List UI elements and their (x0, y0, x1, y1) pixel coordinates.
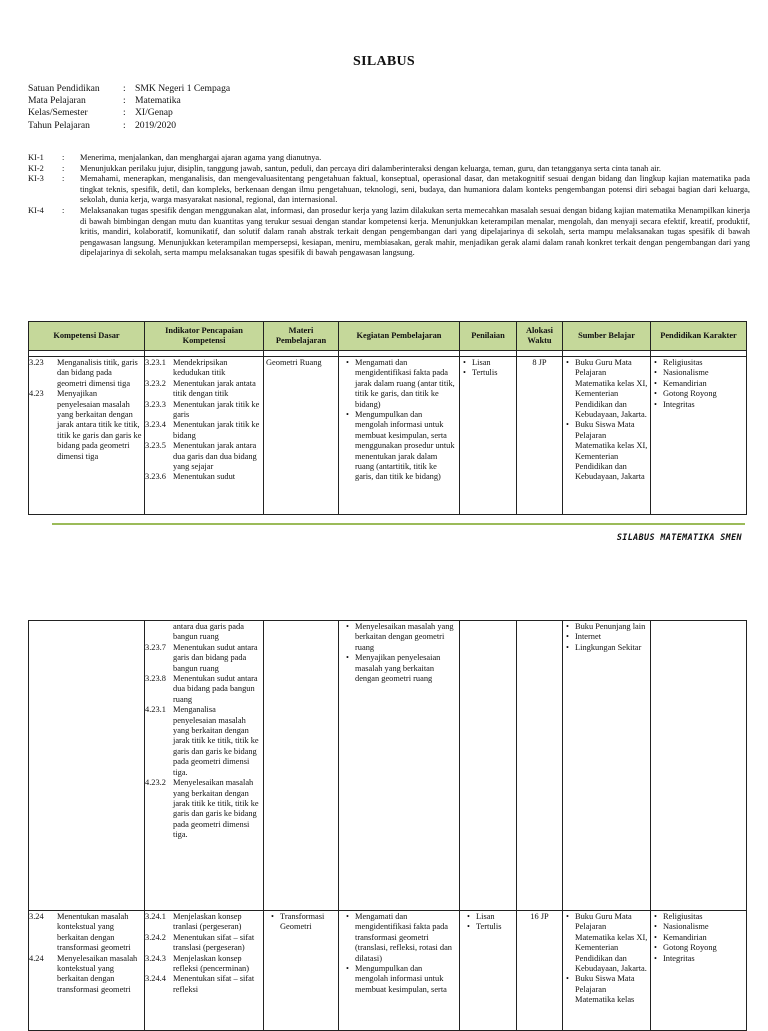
sumber-item: • Buku Guru Mata Pelajaran Matematika kelas XI, Kementerian Pendidikan dan Kebudayaan, Jakarta. (575, 912, 648, 974)
materi-cell (264, 357, 339, 515)
karakter-item: • Nasionalisme (663, 922, 744, 932)
penilaian-cell (460, 621, 517, 911)
ipk-text: Mendekripsikan kedudukan titik (173, 358, 228, 378)
materi-text: Geometri Ruang (266, 358, 322, 367)
ipk-number: 3.23.3 (145, 399, 166, 409)
sumber-cell (563, 911, 651, 1031)
penilaian-item: • Tertulis (472, 368, 514, 378)
karakter-item: • Gotong Royong (663, 389, 744, 399)
ki-code: KI-3 (28, 174, 44, 184)
header-penilaian: Penilaian (460, 322, 517, 351)
kegiatan-item: • Menyelesaikan masalah yang berkaitan dengan geometri ruang (355, 622, 457, 653)
kegiatan-cell (339, 357, 460, 515)
ipk-number: 3.24.2 (145, 932, 166, 942)
identity-block (28, 83, 230, 132)
footer-divider (52, 523, 745, 525)
ipk-item (145, 674, 261, 705)
kegiatan-cell (339, 911, 460, 1031)
ki-code: KI-4 (28, 205, 44, 215)
header-row (29, 322, 747, 351)
colon: : (62, 163, 65, 173)
ipk-number: 3.24.4 (145, 974, 166, 984)
header-kegiatan: Kegiatan Pembelajaran (339, 322, 460, 351)
ipk-text: Menentukan sudut antara garis dan bidang pada bangun ruang (173, 642, 258, 673)
ipk-text: Menjelaskan konsep tranlasi (pergeseran) (173, 912, 242, 932)
ipk-text: Menentukan jarak antara dua garis dan dua bidang yang sejajar (173, 441, 257, 472)
alokasi-cell (517, 621, 563, 911)
sumber-item: • Lingkungan Sekitar (575, 643, 648, 653)
colon: : (123, 107, 126, 119)
ipk-text: Menentukan sifat – sifat refleksi (173, 974, 255, 994)
ipk-item (145, 379, 261, 400)
table-row (29, 357, 747, 515)
ipk-number: 3.23.5 (145, 441, 166, 451)
ipk-item (145, 954, 261, 975)
ipk-cell (145, 621, 264, 911)
ipk-number: 3.23.8 (145, 674, 166, 684)
colon: : (123, 95, 126, 107)
header-sumber: Sumber Belajar (563, 322, 651, 351)
ipk-item (145, 441, 261, 472)
ipk-item (145, 472, 261, 482)
karakter-item: • Integritas (663, 400, 744, 410)
ki-text: Melaksanakan tugas spesifik dengan menggunakan alat, informasi, dan prosedur kerja yang lazim dilakukan serta memecahkan masalah sesuai dengan bidang kajian matematika Menampilkan kinerja di bawah bimbingan dengan mutu dan kuantitas yang terukur sesuai dengan standar kompetensi kerja. Menunjukkan keterampilan menalar, mengolah, dan menyaji secara efektif, kreatif, produktif, kritis, mandiri, kolaboratif, komunikatif, dan solutif dalam ranah abstrak terkait dengan pengembangan dari yang dipelajarinya di sekolah, serta mampu melaksanakan tugas spesifik di bawah pengawasan langsung. Menunjukkan keterampilan mempersepsi, kesiapan, meniru, membiasakan, gerak mahir, menjadikan gerak alami dalam ranah konkret terkait dengan pengembangan dari yang dipelajarinya di sekolah, serta mampu melaksanakan tugas spesifik di bawah pengawasan langsung. (80, 205, 750, 258)
ki-row (28, 206, 750, 259)
kd-number: 3.23 (29, 358, 44, 367)
karakter-cell (651, 357, 747, 515)
karakter-item: • Gotong Royong (663, 943, 744, 953)
syllabus-table (28, 321, 747, 515)
penilaian-cell (460, 357, 517, 515)
alokasi-cell (517, 357, 563, 515)
identity-value: 2019/2020 (135, 119, 177, 131)
materi-item: • Transformasi Geometri (280, 912, 336, 933)
ki-text: Menerima, menjalankan, dan menghargai ajaran agama yang dianutnya. (80, 153, 322, 162)
identity-value: SMK Negeri 1 Cempaga (135, 83, 231, 94)
sumber-item: • Buku Siswa Mata Pelajaran Matematika kelas (575, 974, 648, 1005)
ipk-cell (145, 911, 264, 1031)
ki-row (28, 164, 750, 175)
ki-row (28, 174, 750, 206)
karakter-item: • Kemandirian (663, 379, 744, 389)
kegiatan-item: • Mengamati dan mengidentifikasi fakta pada transformasi geometri (translasi, refleksi, rotasi dan dilatasi) (355, 912, 457, 964)
ipk-item (145, 400, 261, 421)
karakter-cell (651, 911, 747, 1031)
colon: : (123, 119, 126, 131)
ipk-number: 3.24.1 (145, 912, 166, 921)
ipk-text: Menentukan sudut antara dua bidang pada bangun ruang (173, 674, 258, 704)
kegiatan-cell (339, 621, 460, 911)
sumber-item: • Buku Penunjang lain (575, 622, 648, 632)
kd-text: Menganalisis titik, garis dan bidang pada geometri dimensi tiga (57, 358, 138, 388)
identity-row (28, 95, 230, 107)
kd-cell (29, 621, 145, 911)
ipk-item (145, 778, 261, 840)
ipk-item (145, 420, 261, 441)
ipk-text: Menentukan jarak titik ke garis (173, 399, 260, 420)
karakter-item: • Nasionalisme (663, 368, 744, 378)
sumber-cell (563, 621, 651, 911)
ipk-cell (145, 357, 264, 515)
alokasi-text: 16 JP (530, 912, 549, 921)
kd-text: Menyelesaikan masalah kontekstual yang berkaitan dengan transformasi geometri (57, 953, 138, 994)
alokasi-cell (517, 911, 563, 1031)
ki-code: KI-1 (28, 153, 44, 162)
ipk-number: 3.23.1 (145, 358, 166, 367)
sumber-cell (563, 357, 651, 515)
karakter-item: • Integritas (663, 954, 744, 964)
table-row (29, 911, 747, 1031)
ipk-item (145, 933, 261, 954)
ki-text: Menunjukkan perilaku jujur, disiplin, tanggung jawab, santun, peduli, dan percaya diri dalamberinteraksi dengan keluarga, teman, guru, dan tetangganya serta cinta tanah air. (80, 163, 661, 173)
materi-cell (264, 911, 339, 1031)
kd-text: Menyajikan penyelesaian masalah yang berkaitan dengan jarak antara titik ke titik, titik ke garis dan garis ke bidang pada geometri dimensi tiga (57, 389, 142, 461)
sumber-item: • Internet (575, 632, 648, 642)
materi-cell (264, 621, 339, 911)
ipk-item (145, 622, 261, 643)
sumber-item: • Buku Siswa Mata Pelajaran Matematika kelas XI, Kementerian Pendidikan dan Kebudayaan, Jakarta (575, 420, 648, 482)
identity-value: XI/Genap (135, 107, 173, 119)
ipk-item (145, 912, 261, 933)
ipk-number: 3.23.7 (145, 642, 166, 652)
identity-key: Satuan Pendidikan (28, 83, 100, 94)
ipk-item (145, 705, 261, 778)
identity-row (28, 120, 230, 132)
karakter-cell (651, 621, 747, 911)
ipk-text: Menentukan jarak titik ke bidang (173, 420, 260, 440)
ipk-item (145, 358, 261, 379)
ipk-number: 3.23.4 (145, 420, 166, 430)
ipk-text: Menentukan sifat – sifat translasi (pergeseran) (173, 932, 255, 953)
ipk-number: 4.23.1 (145, 705, 166, 715)
colon: : (62, 205, 65, 215)
kd-item (29, 358, 142, 389)
identity-key: Mata Pelajaran (28, 95, 86, 107)
karakter-item: • Religiusitas (663, 358, 744, 368)
header-materi: Materi Pembelajaran (264, 322, 339, 351)
kd-cell (29, 357, 145, 515)
header-karakter: Pendidikan Karakter (651, 322, 747, 351)
ipk-number (145, 622, 173, 643)
alokasi-text: 8 JP (532, 358, 547, 367)
sumber-item: • Buku Guru Mata Pelajaran Matematika kelas XI, Kementerian Pendidikan dan Kebudayaan, Jakarta. (575, 358, 648, 420)
kd-text: Menentukan masalah kontekstual yang berkaitan dengan transformasi geometri (57, 912, 131, 953)
karakter-item: • Religiusitas (663, 912, 744, 922)
table-row (29, 621, 747, 911)
ipk-text: Menentukan sudut (173, 472, 236, 482)
kd-cell (29, 911, 145, 1031)
colon: : (62, 174, 65, 184)
ipk-number: 3.23.6 (145, 472, 166, 482)
header-kompetensi-dasar: Kompetensi Dasar (29, 322, 145, 351)
identity-key: Tahun Pelajaran (28, 119, 90, 131)
header-alokasi: Alokasi Waktu (517, 322, 563, 351)
identity-value: Matematika (135, 95, 181, 107)
kd-number: 4.23 (29, 389, 44, 399)
page-title: SILABUS (352, 54, 416, 69)
ipk-number: 4.23.2 (145, 778, 166, 788)
ki-row (28, 153, 750, 164)
identity-key: Kelas/Semester (28, 107, 88, 119)
ipk-text: Menyelesaikan masalah yang berkaitan dengan jarak titik ke titik, titik ke garis dan garis ke bidang pada geometri dimensi tiga. (173, 778, 259, 840)
ipk-text: Menentukan jarak antata titik dengan titik (173, 378, 256, 399)
kegiatan-item: • Mengamati dan mengidentifikasi fakta pada jarak dalam ruang (antar titik, titik ke garis, dan titik ke bidang) (355, 358, 457, 410)
penilaian-item: • Tertulis (476, 922, 514, 932)
penilaian-item: • Lisan (476, 912, 514, 922)
ki-code: KI-2 (28, 163, 44, 173)
kd-item (29, 912, 142, 954)
core-competencies (28, 153, 750, 259)
ipk-text: antara dua garis pada bangun ruang (173, 622, 244, 642)
kegiatan-item: • Mengumpulkan dan mengolah informasi untuk membuat kesimpulan, serta (355, 964, 457, 995)
header-indikator: Indikator Pencapaian Kompetensi (145, 322, 264, 351)
penilaian-cell (460, 911, 517, 1031)
colon: : (62, 153, 65, 162)
ipk-item (145, 643, 261, 674)
kd-item (29, 389, 142, 462)
penilaian-item: • Lisan (472, 358, 514, 368)
ipk-number: 3.23.2 (145, 378, 166, 388)
kegiatan-item: • Mengumpulkan dan mengolah informasi untuk membuat kesimpulan, serta menggunakan prosedur untuk menentukan jarak dalam ruang (antartitik, titik ke garis, dan titik ke bidang) (355, 410, 457, 483)
ipk-item (145, 974, 261, 995)
ipk-number: 3.24.3 (145, 953, 166, 963)
page-footer: SILABUS MATEMATIKA SMEN (616, 532, 742, 542)
ipk-text: Menjelaskan konsep refleksi (pencerminan) (173, 953, 250, 974)
karakter-item: • Kemandirian (663, 933, 744, 943)
syllabus-table-continued (28, 620, 747, 1031)
kd-number: 4.24 (29, 953, 44, 963)
kd-number: 3.24 (29, 912, 44, 921)
ipk-text: Menganalisa penyelesaian masalah yang berkaitan dengan jarak titik ke titik, titik ke garis dan garis ke bidang pada geometri dimensi tiga. (173, 705, 259, 777)
identity-row (28, 83, 230, 95)
identity-row (28, 107, 230, 119)
kegiatan-item: • Menyajikan penyelesaian masalah yang berkaitan dengan geometri ruang (355, 653, 457, 684)
colon: : (123, 83, 126, 94)
ki-text: Memahami, menerapkan, menganalisis, dan mengevaluasitentang pengetahuan faktual, konseptual, operasional dasar, dan metakognitif sesuai dengan bidang dan lingkup kajian matematika pada tingkat teknis, spesifik, detil, dan kompleks, berkenaan dengan ilmu pengetahuan, teknologi, seni, budaya, dan humaniora dalam konteks pengembangan potensi diri sebagai bagian dari keluarga, sekolah, dunia kerja, warga masyarakat nasional, regional, dan internasional. (80, 174, 750, 205)
kd-item (29, 954, 142, 996)
